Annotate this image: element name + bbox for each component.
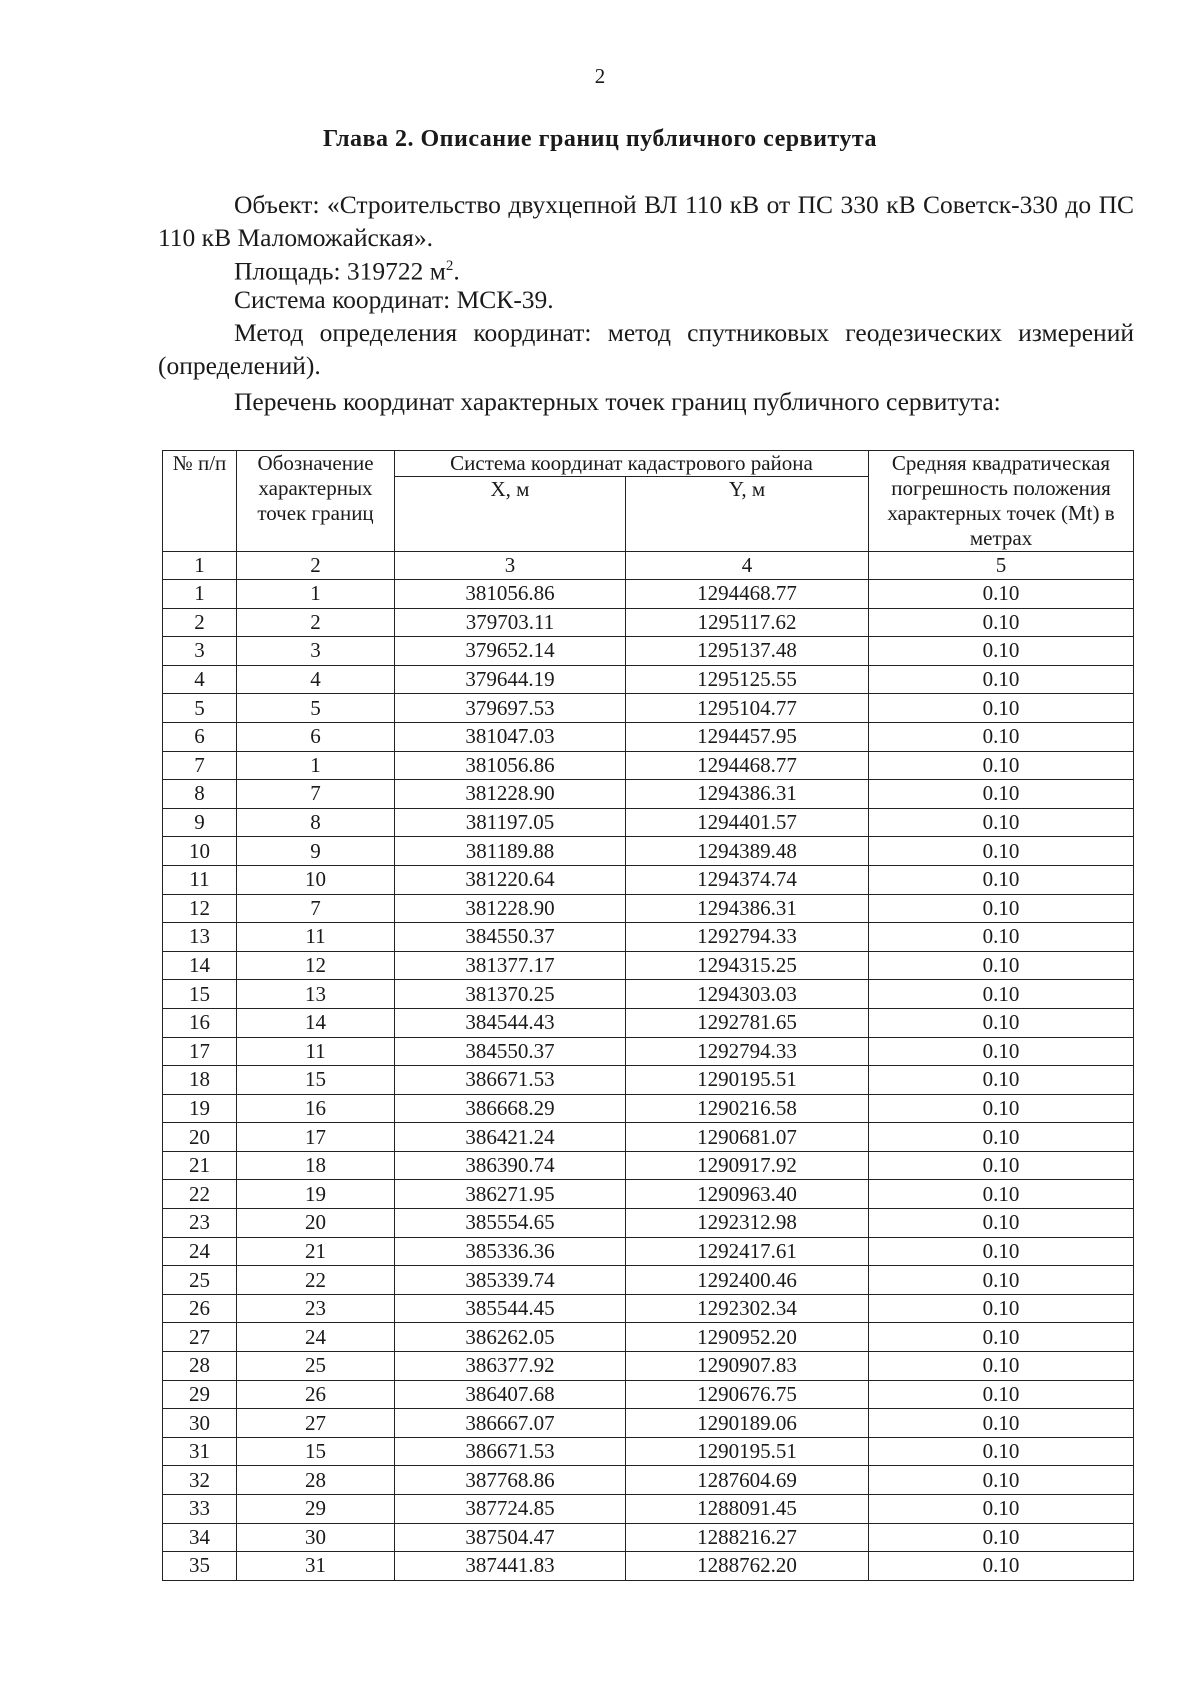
error-cell: 0.10 <box>869 1037 1134 1066</box>
error-cell: 0.10 <box>869 1008 1134 1037</box>
table-row <box>163 1380 1134 1409</box>
column-number: 5 <box>869 552 1134 580</box>
row-num-cell: 1 <box>163 580 237 609</box>
x-coordinate-cell: 386667.07 <box>395 1409 626 1438</box>
point-designation-cell: 13 <box>237 980 395 1009</box>
y-coordinate-cell: 1292794.33 <box>626 1037 869 1066</box>
error-cell: 0.10 <box>869 923 1134 952</box>
row-num-cell: 22 <box>163 1180 237 1209</box>
table-row <box>163 637 1134 666</box>
x-coordinate-cell: 381228.90 <box>395 894 626 923</box>
row-num-cell: 9 <box>163 808 237 837</box>
point-designation-cell: 2 <box>237 608 395 637</box>
point-designation-cell: 28 <box>237 1466 395 1495</box>
x-coordinate-cell: 386671.53 <box>395 1066 626 1095</box>
error-cell: 0.10 <box>869 808 1134 837</box>
point-designation-cell: 1 <box>237 751 395 780</box>
row-num-cell: 4 <box>163 665 237 694</box>
row-num-cell: 24 <box>163 1237 237 1266</box>
intro-coord-system <box>158 283 1134 316</box>
table-row <box>163 1209 1134 1238</box>
point-designation-cell: 9 <box>237 837 395 866</box>
error-cell: 0.10 <box>869 580 1134 609</box>
y-coordinate-cell: 1294386.31 <box>626 894 869 923</box>
x-coordinate-cell: 381370.25 <box>395 980 626 1009</box>
error-cell: 0.10 <box>869 637 1134 666</box>
header-x: X, м <box>395 477 626 552</box>
y-coordinate-cell: 1294401.57 <box>626 808 869 837</box>
error-cell: 0.10 <box>869 751 1134 780</box>
point-designation-cell: 11 <box>237 1037 395 1066</box>
table-row <box>163 751 1134 780</box>
y-coordinate-cell: 1290952.20 <box>626 1323 869 1352</box>
error-cell: 0.10 <box>869 694 1134 723</box>
column-number: 3 <box>395 552 626 580</box>
point-designation-cell: 26 <box>237 1380 395 1409</box>
x-coordinate-cell: 385544.45 <box>395 1294 626 1323</box>
point-designation-cell: 25 <box>237 1352 395 1381</box>
error-cell: 0.10 <box>869 608 1134 637</box>
table-row <box>163 1066 1134 1095</box>
error-cell: 0.10 <box>869 1466 1134 1495</box>
point-designation-cell: 5 <box>237 694 395 723</box>
point-designation-cell: 27 <box>237 1409 395 1438</box>
coordinates-table <box>162 450 1134 1581</box>
row-num-cell: 30 <box>163 1409 237 1438</box>
error-cell: 0.10 <box>869 722 1134 751</box>
area-unit-superscript: 2 <box>445 258 454 274</box>
x-coordinate-cell: 381047.03 <box>395 722 626 751</box>
table-row <box>163 1552 1134 1581</box>
x-coordinate-cell: 386271.95 <box>395 1180 626 1209</box>
point-designation-cell: 18 <box>237 1151 395 1180</box>
point-designation-cell: 6 <box>237 722 395 751</box>
y-coordinate-cell: 1294303.03 <box>626 980 869 1009</box>
point-designation-cell: 11 <box>237 923 395 952</box>
point-designation-cell: 12 <box>237 951 395 980</box>
table-row <box>163 1294 1134 1323</box>
x-coordinate-cell: 381228.90 <box>395 780 626 809</box>
y-coordinate-cell: 1290963.40 <box>626 1180 869 1209</box>
table-row <box>163 1123 1134 1152</box>
point-designation-cell: 14 <box>237 1008 395 1037</box>
chapter-title: Глава 2. Описание границ публичного сервитута <box>323 126 877 152</box>
table-row <box>163 1266 1134 1295</box>
coordinates-table-body <box>163 580 1134 1581</box>
row-num-cell: 2 <box>163 608 237 637</box>
column-number: 2 <box>237 552 395 580</box>
table-row <box>163 1323 1134 1352</box>
table-row <box>163 1094 1134 1123</box>
table-row <box>163 1352 1134 1381</box>
error-cell: 0.10 <box>869 894 1134 923</box>
object-paragraph: Объект: «Строительство двухцепной ВЛ 110 кВ от ПС 330 кВ Советск-330 до ПС 110 кВ Маломожайская». <box>158 190 1134 252</box>
y-coordinate-cell: 1287604.69 <box>626 1466 869 1495</box>
row-num-cell: 27 <box>163 1323 237 1352</box>
row-num-cell: 3 <box>163 637 237 666</box>
error-cell: 0.10 <box>869 1094 1134 1123</box>
y-coordinate-cell: 1294386.31 <box>626 780 869 809</box>
table-row <box>163 1151 1134 1180</box>
x-coordinate-cell: 379697.53 <box>395 694 626 723</box>
y-coordinate-cell: 1295104.77 <box>626 694 869 723</box>
error-cell: 0.10 <box>869 665 1134 694</box>
point-designation-cell: 15 <box>237 1066 395 1095</box>
y-coordinate-cell: 1294457.95 <box>626 722 869 751</box>
point-designation-cell: 7 <box>237 894 395 923</box>
x-coordinate-cell: 386671.53 <box>395 1437 626 1466</box>
point-designation-cell: 15 <box>237 1437 395 1466</box>
table-row <box>163 1237 1134 1266</box>
x-coordinate-cell: 386407.68 <box>395 1380 626 1409</box>
point-designation-cell: 22 <box>237 1266 395 1295</box>
point-designation-cell: 19 <box>237 1180 395 1209</box>
point-designation-cell: 16 <box>237 1094 395 1123</box>
table-row <box>163 865 1134 894</box>
y-coordinate-cell: 1290681.07 <box>626 1123 869 1152</box>
row-num-cell: 23 <box>163 1209 237 1238</box>
row-num-cell: 29 <box>163 1380 237 1409</box>
row-num-cell: 32 <box>163 1466 237 1495</box>
y-coordinate-cell: 1290195.51 <box>626 1066 869 1095</box>
x-coordinate-cell: 386377.92 <box>395 1352 626 1381</box>
y-coordinate-cell: 1290189.06 <box>626 1409 869 1438</box>
error-cell: 0.10 <box>869 1237 1134 1266</box>
table-row <box>163 808 1134 837</box>
y-coordinate-cell: 1292794.33 <box>626 923 869 952</box>
y-coordinate-cell: 1288091.45 <box>626 1495 869 1524</box>
row-num-cell: 7 <box>163 751 237 780</box>
table-row <box>163 894 1134 923</box>
table-row <box>163 665 1134 694</box>
row-num-cell: 26 <box>163 1294 237 1323</box>
table-row <box>163 1495 1134 1524</box>
x-coordinate-cell: 384550.37 <box>395 923 626 952</box>
intro-method <box>158 316 1134 382</box>
x-coordinate-cell: 384550.37 <box>395 1037 626 1066</box>
error-cell: 0.10 <box>869 1123 1134 1152</box>
error-cell: 0.10 <box>869 1495 1134 1524</box>
y-coordinate-cell: 1292417.61 <box>626 1237 869 1266</box>
x-coordinate-cell: 386262.05 <box>395 1323 626 1352</box>
row-num-cell: 25 <box>163 1266 237 1295</box>
method-paragraph: Метод определения координат: метод спутниковых геодезических измерений (определений). <box>158 318 1134 380</box>
table-row <box>163 580 1134 609</box>
list-title-paragraph: Перечень координат характерных точек границ публичного сервитута: <box>234 387 1001 416</box>
row-num-cell: 11 <box>163 865 237 894</box>
y-coordinate-cell: 1294389.48 <box>626 837 869 866</box>
error-cell: 0.10 <box>869 780 1134 809</box>
x-coordinate-cell: 381056.86 <box>395 580 626 609</box>
y-coordinate-cell: 1290195.51 <box>626 1437 869 1466</box>
x-coordinate-cell: 387724.85 <box>395 1495 626 1524</box>
y-coordinate-cell: 1295117.62 <box>626 608 869 637</box>
error-cell: 0.10 <box>869 1151 1134 1180</box>
row-num-cell: 13 <box>163 923 237 952</box>
row-num-cell: 35 <box>163 1552 237 1581</box>
x-coordinate-cell: 384544.43 <box>395 1008 626 1037</box>
table-row <box>163 608 1134 637</box>
header-designation: Обозначение характерных точек границ <box>237 451 395 552</box>
point-designation-cell: 10 <box>237 865 395 894</box>
error-cell: 0.10 <box>869 1409 1134 1438</box>
table-row <box>163 1008 1134 1037</box>
y-coordinate-cell: 1288762.20 <box>626 1552 869 1581</box>
table-row <box>163 722 1134 751</box>
table-row <box>163 1437 1134 1466</box>
table-row <box>163 1523 1134 1552</box>
y-coordinate-cell: 1290216.58 <box>626 1094 869 1123</box>
header-num: № п/п <box>163 451 237 552</box>
row-num-cell: 8 <box>163 780 237 809</box>
point-designation-cell: 24 <box>237 1323 395 1352</box>
row-num-cell: 5 <box>163 694 237 723</box>
column-number: 4 <box>626 552 869 580</box>
point-designation-cell: 7 <box>237 780 395 809</box>
table-row <box>163 837 1134 866</box>
x-coordinate-cell: 381056.86 <box>395 751 626 780</box>
x-coordinate-cell: 381377.17 <box>395 951 626 980</box>
row-num-cell: 15 <box>163 980 237 1009</box>
row-num-cell: 12 <box>163 894 237 923</box>
x-coordinate-cell: 385554.65 <box>395 1209 626 1238</box>
x-coordinate-cell: 386668.29 <box>395 1094 626 1123</box>
table-row <box>163 1037 1134 1066</box>
row-num-cell: 19 <box>163 1094 237 1123</box>
error-cell: 0.10 <box>869 1523 1134 1552</box>
table-row <box>163 1466 1134 1495</box>
error-cell: 0.10 <box>869 837 1134 866</box>
y-coordinate-cell: 1294468.77 <box>626 751 869 780</box>
y-coordinate-cell: 1294315.25 <box>626 951 869 980</box>
x-coordinate-cell: 386390.74 <box>395 1151 626 1180</box>
row-num-cell: 14 <box>163 951 237 980</box>
table-row <box>163 1180 1134 1209</box>
error-cell: 0.10 <box>869 1552 1134 1581</box>
row-num-cell: 17 <box>163 1037 237 1066</box>
x-coordinate-cell: 379644.19 <box>395 665 626 694</box>
y-coordinate-cell: 1294468.77 <box>626 580 869 609</box>
x-coordinate-cell: 386421.24 <box>395 1123 626 1152</box>
x-coordinate-cell: 387504.47 <box>395 1523 626 1552</box>
row-num-cell: 34 <box>163 1523 237 1552</box>
point-designation-cell: 3 <box>237 637 395 666</box>
error-cell: 0.10 <box>869 1209 1134 1238</box>
y-coordinate-cell: 1290676.75 <box>626 1380 869 1409</box>
row-num-cell: 28 <box>163 1352 237 1381</box>
point-designation-cell: 20 <box>237 1209 395 1238</box>
x-coordinate-cell: 387441.83 <box>395 1552 626 1581</box>
intro-object <box>158 188 1134 254</box>
x-coordinate-cell: 385336.36 <box>395 1237 626 1266</box>
y-coordinate-cell: 1295137.48 <box>626 637 869 666</box>
x-coordinate-cell: 381220.64 <box>395 865 626 894</box>
coord-system-paragraph: Система координат: МСК-39. <box>234 285 554 314</box>
row-num-cell: 10 <box>163 837 237 866</box>
x-coordinate-cell: 381189.88 <box>395 837 626 866</box>
row-num-cell: 31 <box>163 1437 237 1466</box>
error-cell: 0.10 <box>869 1266 1134 1295</box>
error-cell: 0.10 <box>869 865 1134 894</box>
x-coordinate-cell: 379703.11 <box>395 608 626 637</box>
row-num-cell: 16 <box>163 1008 237 1037</box>
header-y: Y, м <box>626 477 869 552</box>
column-number-row <box>163 552 1134 580</box>
y-coordinate-cell: 1290917.92 <box>626 1151 869 1180</box>
error-cell: 0.10 <box>869 1352 1134 1381</box>
error-cell: 0.10 <box>869 1066 1134 1095</box>
row-num-cell: 21 <box>163 1151 237 1180</box>
row-num-cell: 20 <box>163 1123 237 1152</box>
error-cell: 0.10 <box>869 1323 1134 1352</box>
intro-list-title <box>158 385 1134 418</box>
point-designation-cell: 4 <box>237 665 395 694</box>
intro-area <box>158 250 1134 288</box>
error-cell: 0.10 <box>869 1180 1134 1209</box>
point-designation-cell: 29 <box>237 1495 395 1524</box>
y-coordinate-cell: 1290907.83 <box>626 1352 869 1381</box>
header-coord-system: Система координат кадастрового района <box>395 451 869 477</box>
x-coordinate-cell: 385339.74 <box>395 1266 626 1295</box>
error-cell: 0.10 <box>869 1437 1134 1466</box>
error-cell: 0.10 <box>869 980 1134 1009</box>
x-coordinate-cell: 387768.86 <box>395 1466 626 1495</box>
page-number: 2 <box>594 64 606 88</box>
y-coordinate-cell: 1292781.65 <box>626 1008 869 1037</box>
table-row <box>163 1409 1134 1438</box>
error-cell: 0.10 <box>869 951 1134 980</box>
row-num-cell: 33 <box>163 1495 237 1524</box>
column-number: 1 <box>163 552 237 580</box>
y-coordinate-cell: 1295125.55 <box>626 665 869 694</box>
table-row <box>163 780 1134 809</box>
error-cell: 0.10 <box>869 1294 1134 1323</box>
y-coordinate-cell: 1292312.98 <box>626 1209 869 1238</box>
header-error: Средняя квадратическая погрешность положения характерных точек (Mt) в метрах <box>869 451 1134 552</box>
point-designation-cell: 30 <box>237 1523 395 1552</box>
row-num-cell: 6 <box>163 722 237 751</box>
y-coordinate-cell: 1288216.27 <box>626 1523 869 1552</box>
area-end: . <box>453 256 460 286</box>
y-coordinate-cell: 1292302.34 <box>626 1294 869 1323</box>
point-designation-cell: 21 <box>237 1237 395 1266</box>
area-label: Площадь: 319722 м <box>234 256 446 286</box>
point-designation-cell: 17 <box>237 1123 395 1152</box>
table-row <box>163 694 1134 723</box>
error-cell: 0.10 <box>869 1380 1134 1409</box>
point-designation-cell: 31 <box>237 1552 395 1581</box>
area-paragraph <box>158 250 1134 288</box>
y-coordinate-cell: 1294374.74 <box>626 865 869 894</box>
row-num-cell: 18 <box>163 1066 237 1095</box>
table-row <box>163 923 1134 952</box>
table-row <box>163 951 1134 980</box>
point-designation-cell: 8 <box>237 808 395 837</box>
point-designation-cell: 1 <box>237 580 395 609</box>
x-coordinate-cell: 379652.14 <box>395 637 626 666</box>
x-coordinate-cell: 381197.05 <box>395 808 626 837</box>
point-designation-cell: 23 <box>237 1294 395 1323</box>
table-row <box>163 980 1134 1009</box>
y-coordinate-cell: 1292400.46 <box>626 1266 869 1295</box>
